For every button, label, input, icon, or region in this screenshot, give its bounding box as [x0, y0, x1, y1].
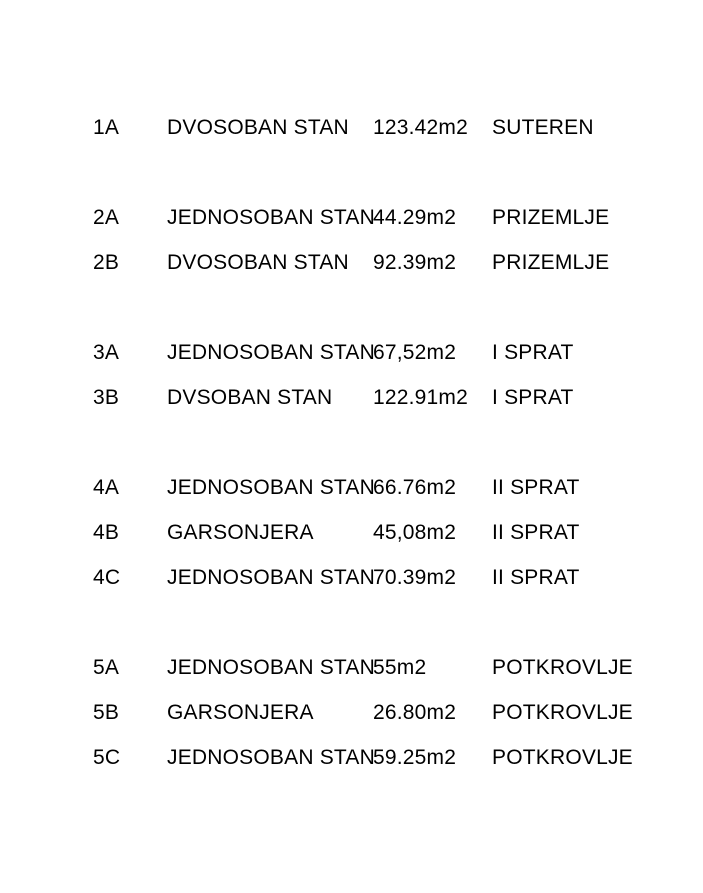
floor-group-i-sprat [0, 330, 703, 420]
unit-code: 3A [93, 340, 120, 364]
apartment-type: JEDNOSOBAN STAN [167, 340, 375, 364]
area-value: 70.39m2 [373, 565, 457, 589]
area-value: 66.76m2 [373, 475, 457, 499]
floor-group-prizemlje [0, 195, 703, 285]
floor-label: I SPRAT [492, 340, 574, 364]
apartment-type: JEDNOSOBAN STAN [167, 745, 375, 769]
floor-label: PRIZEMLJE [492, 250, 610, 274]
apartment-type: GARSONJERA [167, 700, 314, 724]
apartment-type: DVSOBAN STAN [167, 385, 333, 409]
apartment-type: GARSONJERA [167, 520, 314, 544]
apartment-type: JEDNOSOBAN STAN [167, 655, 375, 679]
unit-code: 5B [93, 700, 120, 724]
apartment-type: JEDNOSOBAN STAN [167, 475, 375, 499]
apartment-row [93, 330, 683, 375]
apartment-row [93, 105, 683, 150]
floor-label: II SPRAT [492, 565, 580, 589]
apartment-row [93, 735, 683, 780]
area-value: 45,08m2 [373, 520, 457, 544]
unit-code: 4B [93, 520, 120, 544]
floor-label: POTKROVLJE [492, 655, 633, 679]
area-value: 67,52m2 [373, 340, 457, 364]
apartment-row [93, 195, 683, 240]
floor-label: POTKROVLJE [492, 745, 633, 769]
apartment-type: JEDNOSOBAN STAN [167, 205, 375, 229]
apartment-row [93, 375, 683, 420]
area-value: 26.80m2 [373, 700, 457, 724]
apartment-row [93, 555, 683, 600]
floor-label: SUTEREN [492, 115, 594, 139]
apartment-type: DVOSOBAN STAN [167, 250, 349, 274]
unit-code: 3B [93, 385, 120, 409]
unit-code: 4C [93, 565, 121, 589]
floor-label: I SPRAT [492, 385, 574, 409]
floor-label: II SPRAT [492, 520, 580, 544]
unit-code: 2A [93, 205, 120, 229]
apartment-row [93, 510, 683, 555]
unit-code: 5A [93, 655, 120, 679]
floor-label: PRIZEMLJE [492, 205, 610, 229]
apartment-row [93, 690, 683, 735]
unit-code: 4A [93, 475, 120, 499]
floor-label: II SPRAT [492, 475, 580, 499]
apartment-type: JEDNOSOBAN STAN [167, 565, 375, 589]
floor-group-suteren [0, 105, 703, 150]
area-value: 55m2 [373, 655, 427, 679]
area-value: 59.25m2 [373, 745, 457, 769]
unit-code: 5C [93, 745, 121, 769]
area-value: 92.39m2 [373, 250, 457, 274]
apartment-row [93, 465, 683, 510]
apartment-type: DVOSOBAN STAN [167, 115, 349, 139]
apartment-row [93, 645, 683, 690]
apartment-row [93, 240, 683, 285]
floor-label: POTKROVLJE [492, 700, 633, 724]
unit-code: 2B [93, 250, 120, 274]
floor-group-ii-sprat [0, 465, 703, 600]
area-value: 44.29m2 [373, 205, 457, 229]
area-value: 123.42m2 [373, 115, 469, 139]
unit-code: 1A [93, 115, 120, 139]
area-value: 122.91m2 [373, 385, 469, 409]
floor-group-potkrovlje [0, 645, 703, 780]
